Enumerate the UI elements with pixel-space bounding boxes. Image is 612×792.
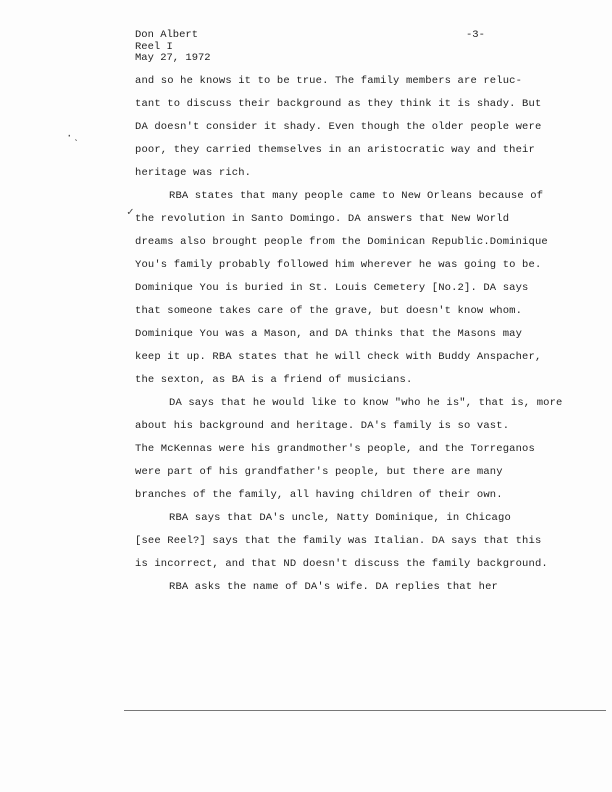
text-line: heritage was rich. bbox=[135, 167, 252, 179]
reel-label: Reel I bbox=[135, 40, 173, 53]
text-line: Dominique You is buried in St. Louis Cemetery [No.2]. DA says bbox=[135, 282, 529, 294]
text-line: DA says that he would like to know "who he is", that is, more bbox=[169, 397, 563, 409]
stray-margin-mark: ·ˎ bbox=[66, 131, 80, 143]
text-line: Dominique You was a Mason, and DA thinks that the Masons may bbox=[135, 328, 523, 340]
check-mark-icon: ✓ bbox=[127, 207, 134, 219]
text-line: the sexton, as BA is a friend of musicians. bbox=[135, 374, 413, 386]
page-number: -3- bbox=[466, 29, 485, 41]
text-line: poor, they carried themselves in an aristocratic way and their bbox=[135, 144, 535, 156]
text-line: dreams also brought people from the Dominican Republic.Dominique bbox=[135, 236, 548, 248]
interview-date: May 27, 1972 bbox=[135, 52, 211, 64]
bottom-rule bbox=[124, 710, 606, 711]
text-line: DA doesn't consider it shady. Even though the older people were bbox=[135, 121, 542, 133]
text-line: [see Reel?] says that the family was Italian. DA says that this bbox=[135, 535, 542, 547]
text-line: tant to discuss their background as they think it is shady. But bbox=[135, 98, 542, 110]
text-line: RBA asks the name of DA's wife. DA replies that her bbox=[169, 581, 499, 593]
text-line: about his background and heritage. DA's family is so vast. bbox=[135, 420, 510, 432]
text-line: keep it up. RBA states that he will check with Buddy Anspacher, bbox=[135, 351, 542, 363]
text-line: branches of the family, all having children of their own. bbox=[135, 489, 503, 501]
text-line: that someone takes care of the grave, but doesn't know whom. bbox=[135, 305, 523, 317]
text-line: were part of his grandfather's people, but there are many bbox=[135, 466, 503, 478]
text-line: is incorrect, and that ND doesn't discuss the family background. bbox=[135, 558, 548, 570]
text-line: and so he knows it to be true. The family members are reluc- bbox=[135, 75, 523, 87]
text-line: the revolution in Santo Domingo. DA answers that New World bbox=[135, 213, 510, 225]
interviewee-name: Don Albert bbox=[135, 29, 199, 41]
text-line: RBA says that DA's uncle, Natty Dominique, in Chicago bbox=[169, 512, 511, 524]
text-line: You's family probably followed him wherever he was going to be. bbox=[135, 259, 542, 271]
text-line: The McKennas were his grandmother's people, and the Torreganos bbox=[135, 443, 535, 455]
text-line: RBA states that many people came to New Orleans because of bbox=[169, 190, 544, 202]
page-header bbox=[135, 30, 211, 65]
